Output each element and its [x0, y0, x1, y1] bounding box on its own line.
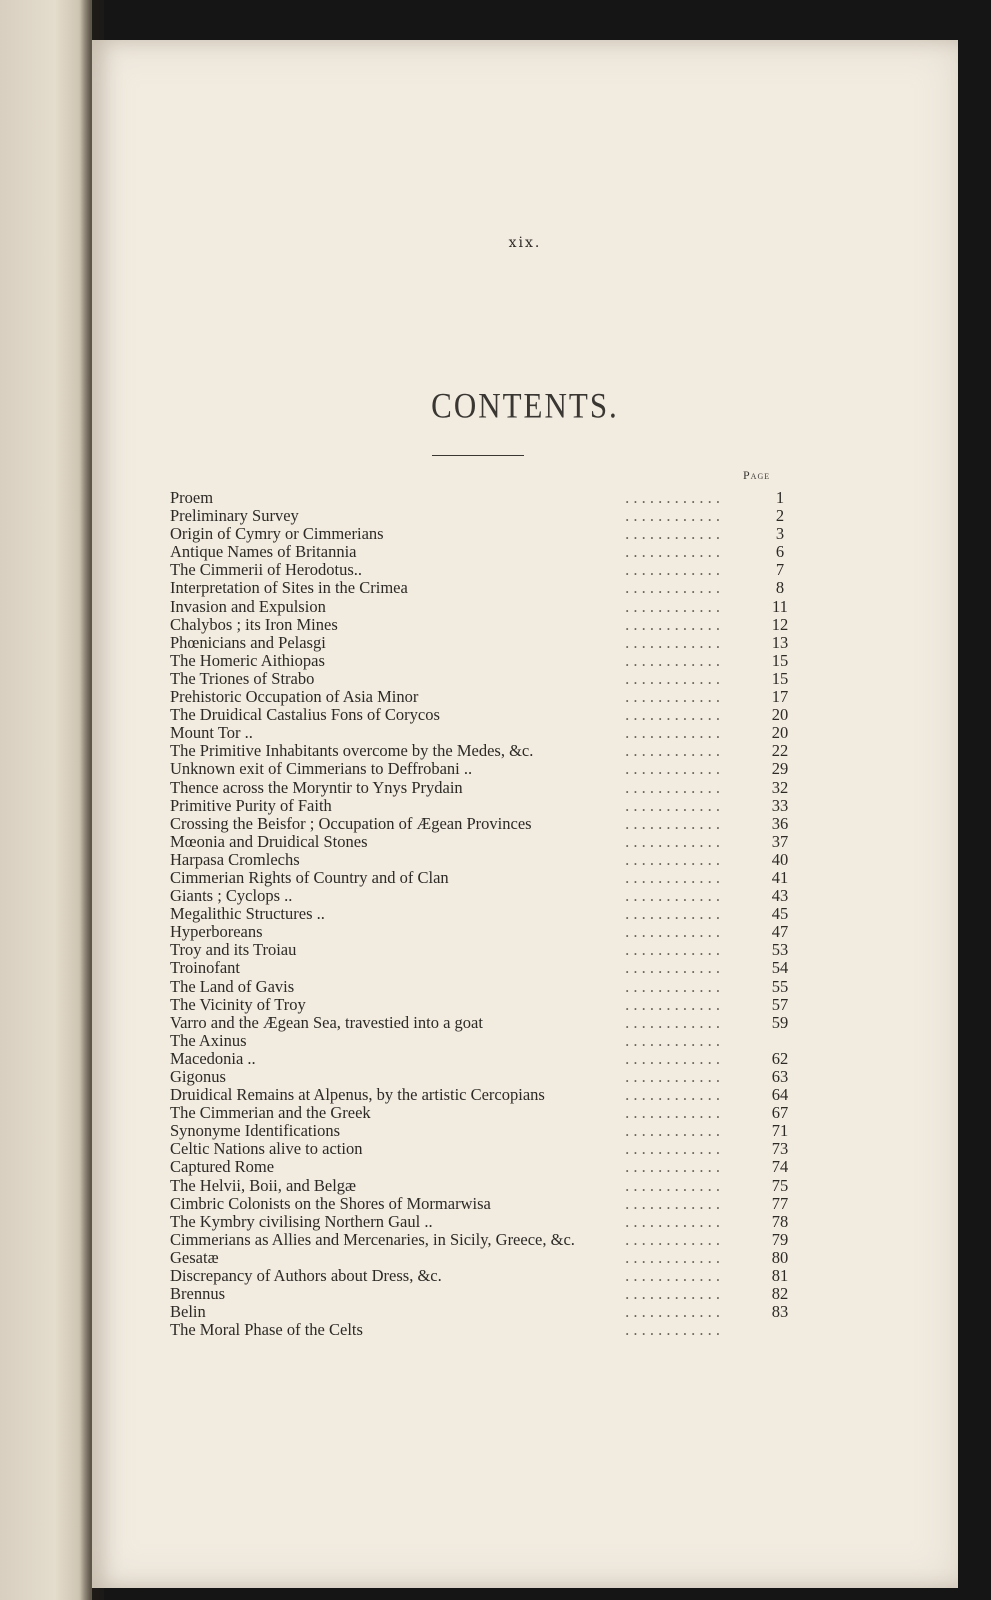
dot-leaders: . . . . . . . . . . . .	[625, 1086, 720, 1105]
toc-entry-title: Synonyme Identifications	[170, 1121, 341, 1141]
toc-entry-page: 64	[771, 1085, 789, 1105]
toc-entry-title: The Kymbry civilising Northern Gaul ..	[170, 1211, 433, 1231]
toc-entry-page: 32	[771, 777, 789, 797]
toc-entry-title: The Cimmerii of Herodotus..	[170, 560, 363, 580]
dot-leaders: . . . . . . . . . . . .	[625, 887, 720, 906]
toc-entry	[170, 923, 800, 941]
toc-entry	[170, 905, 800, 923]
dot-leaders: . . . . . . . . . . . .	[625, 1285, 720, 1304]
toc-entry-page: 79	[771, 1229, 789, 1249]
toc-entry-title: Druidical Remains at Alpenus, by the artistic Cercopians	[170, 1085, 545, 1105]
dot-leaders: . . . . . . . . . . . .	[625, 814, 720, 833]
toc-entry	[170, 1267, 800, 1285]
toc-entry	[170, 1104, 800, 1122]
dot-leaders: . . . . . . . . . . . .	[625, 561, 720, 580]
toc-entry-title: Antique Names of Britannia	[170, 542, 357, 562]
contents-page	[92, 40, 958, 1588]
toc-entry	[170, 797, 800, 815]
toc-entry	[170, 833, 800, 851]
toc-entry-page: 47	[771, 922, 789, 942]
dot-leaders: . . . . . . . . . . . .	[625, 1140, 720, 1159]
toc-entry	[170, 525, 800, 543]
dot-leaders: . . . . . . . . . . . .	[625, 1049, 720, 1068]
dot-leaders: . . . . . . . . . . . .	[625, 1230, 720, 1249]
toc-entry	[170, 706, 800, 724]
dot-leaders: . . . . . . . . . . . .	[625, 850, 720, 869]
toc-entry-title: Harpasa Cromlechs	[170, 849, 300, 869]
toc-entry-page: 53	[771, 940, 789, 960]
toc-entry-title: Macedonia ..	[170, 1048, 256, 1068]
dot-leaders: . . . . . . . . . . . .	[625, 1267, 720, 1286]
toc-entry-page: 36	[771, 813, 789, 833]
toc-entry-title: Thence across the Moryntir to Ynys Prydain	[170, 777, 463, 797]
toc-entry-page: 1	[775, 488, 785, 507]
toc-entry-page: 80	[771, 1247, 789, 1267]
dot-leaders: . . . . . . . . . . . .	[625, 868, 720, 887]
toc-entry-title: Gesatæ	[170, 1247, 219, 1267]
toc-entry-title: Celtic Nations alive to action	[170, 1139, 363, 1159]
toc-entry	[170, 579, 800, 597]
dot-leaders: . . . . . . . . . . . .	[625, 543, 720, 562]
toc-entry-page: 77	[771, 1193, 789, 1213]
toc-entry	[170, 543, 800, 561]
toc-entry	[170, 742, 800, 760]
toc-entry	[170, 1303, 800, 1321]
toc-entry-title: Troy and its Troiau	[170, 940, 297, 960]
dot-leaders: . . . . . . . . . . . .	[625, 1068, 720, 1086]
toc-entry-page: 7	[775, 560, 785, 580]
toc-entry	[170, 1140, 800, 1158]
toc-entry	[170, 670, 800, 688]
toc-entry-title: The Cimmerian and the Greek	[170, 1103, 371, 1123]
toc-entry-title: Gigonus	[170, 1067, 226, 1086]
toc-entry	[170, 489, 800, 507]
toc-entry	[170, 598, 800, 616]
dot-leaders: . . . . . . . . . . . .	[625, 796, 720, 815]
dot-leaders: . . . . . . . . . . . .	[625, 977, 720, 996]
dot-leaders: . . . . . . . . . . . .	[625, 688, 720, 707]
toc-entry-page: 3	[775, 524, 785, 544]
toc-entry	[170, 1122, 800, 1140]
toc-entry-page: 33	[771, 795, 789, 815]
page-column-label: Page	[743, 468, 771, 482]
toc-entry-page: 6	[775, 542, 785, 562]
toc-entry-page: 83	[771, 1302, 789, 1322]
toc-entry	[170, 1032, 800, 1050]
toc-entry	[170, 688, 800, 706]
toc-entry-page: 73	[771, 1139, 789, 1159]
toc-entry-page: 43	[771, 886, 789, 906]
toc-entry-page: 20	[771, 705, 789, 725]
toc-entry-title: Mœonia and Druidical Stones	[170, 831, 368, 851]
dot-leaders: . . . . . . . . . . . .	[625, 959, 720, 978]
dot-leaders: . . . . . . . . . . . .	[625, 525, 720, 544]
toc-entry-page: 41	[771, 867, 789, 887]
toc-entry-title: The Vicinity of Troy	[170, 994, 306, 1014]
toc-entry	[170, 851, 800, 869]
toc-entry	[170, 652, 800, 670]
toc-entry-page: 17	[771, 687, 789, 707]
toc-entry-page: 82	[771, 1284, 789, 1304]
toc-entry-title: Giants ; Cyclops ..	[170, 886, 293, 906]
dot-leaders: . . . . . . . . . . . .	[625, 1194, 720, 1213]
toc-entry-title: Preliminary Survey	[170, 506, 299, 526]
toc-entry-title: Discrepancy of Authors about Dress, &c.	[170, 1266, 442, 1286]
toc-entry-title: Belin	[170, 1302, 206, 1322]
dot-leaders: . . . . . . . . . . . .	[625, 706, 720, 725]
toc-entry	[170, 1068, 800, 1086]
dot-leaders: . . . . . . . . . . . .	[625, 489, 720, 507]
toc-entry	[170, 1158, 800, 1176]
toc-entry	[170, 815, 800, 833]
toc-entry-page: 71	[771, 1121, 789, 1141]
toc-entry-title: The Axinus	[170, 1030, 247, 1050]
toc-entry	[170, 1195, 800, 1213]
dot-leaders: . . . . . . . . . . . .	[625, 1104, 720, 1123]
toc-entry-title: Mount Tor ..	[170, 723, 253, 743]
toc-entry-page: 37	[771, 831, 789, 851]
dot-leaders: . . . . . . . . . . . .	[625, 923, 720, 942]
toc-entry-page: 62	[771, 1048, 789, 1068]
toc-entry	[170, 724, 800, 742]
toc-entry-title: Unknown exit of Cimmerians to Deffrobani ..	[170, 759, 473, 779]
dot-leaders: . . . . . . . . . . . .	[625, 1013, 720, 1032]
dot-leaders: . . . . . . . . . . . .	[625, 633, 720, 652]
title-rule	[432, 455, 524, 456]
toc-entry-page: 15	[771, 650, 789, 670]
toc-entry-page: 29	[771, 759, 789, 779]
toc-entry	[170, 1050, 800, 1068]
toc-entry	[170, 869, 800, 887]
toc-entry	[170, 1177, 800, 1195]
toc-entry-page: 54	[771, 958, 789, 978]
toc-entry	[170, 779, 800, 797]
toc-entry	[170, 996, 800, 1014]
toc-entry-title: The Primitive Inhabitants overcome by the Medes, &c.	[170, 741, 534, 761]
toc-entry-page: 22	[771, 741, 789, 761]
toc-entry	[170, 561, 800, 579]
toc-entry-title: Phœnicians and Pelasgi	[170, 632, 326, 652]
toc-entry-title: Cimmerian Rights of Country and of Clan	[170, 867, 449, 887]
dot-leaders: . . . . . . . . . . . .	[625, 507, 720, 526]
toc-entry-title: Chalybos ; its Iron Mines	[170, 614, 338, 634]
toc-entry-page: 55	[771, 976, 789, 996]
dot-leaders: . . . . . . . . . . . .	[625, 579, 720, 598]
dot-leaders: . . . . . . . . . . . .	[625, 995, 720, 1014]
toc-entry	[170, 978, 800, 996]
toc-entry	[170, 507, 800, 525]
dot-leaders: . . . . . . . . . . . .	[625, 1031, 720, 1050]
dot-leaders: . . . . . . . . . . . .	[625, 1176, 720, 1195]
toc-entry-page: 40	[771, 849, 789, 869]
toc-entry-title: The Triones of Strabo	[170, 668, 315, 688]
toc-entry-title: Captured Rome	[170, 1157, 275, 1177]
toc-entry-title: The Land of Gavis	[170, 976, 295, 996]
toc-entry-title: The Helvii, Boii, and Belgæ	[170, 1175, 357, 1195]
dot-leaders: . . . . . . . . . . . .	[625, 651, 720, 670]
dot-leaders: . . . . . . . . . . . .	[625, 597, 720, 616]
dot-leaders: . . . . . . . . . . . .	[625, 1321, 720, 1340]
toc-entry-page: 2	[775, 506, 785, 526]
dot-leaders: . . . . . . . . . . . .	[625, 1212, 720, 1231]
toc-entry-page: 57	[771, 994, 789, 1014]
contents-list	[170, 489, 800, 1339]
toc-entry-page: 15	[771, 668, 789, 688]
toc-entry-title: The Druidical Castalius Fons of Corycos	[170, 705, 440, 725]
toc-entry-title: Hyperboreans	[170, 922, 263, 942]
dot-leaders: . . . . . . . . . . . .	[625, 742, 720, 761]
toc-entry	[170, 959, 800, 977]
dot-leaders: . . . . . . . . . . . .	[625, 760, 720, 779]
dot-leaders: . . . . . . . . . . . .	[625, 615, 720, 634]
toc-entry-title: Origin of Cymry or Cimmerians	[170, 524, 384, 544]
toc-entry	[170, 887, 800, 905]
toc-entry	[170, 760, 800, 778]
left-page-edge	[0, 0, 92, 1600]
toc-entry	[170, 1231, 800, 1249]
dot-leaders: . . . . . . . . . . . .	[625, 1248, 720, 1267]
toc-entry-page: 78	[771, 1211, 789, 1231]
toc-entry-title: Troinofant	[170, 958, 240, 978]
toc-entry-page: 45	[771, 904, 789, 924]
toc-entry	[170, 616, 800, 634]
dot-leaders: . . . . . . . . . . . .	[625, 1158, 720, 1177]
toc-entry-title: Interpretation of Sites in the Crimea	[170, 578, 408, 598]
toc-entry-page: 81	[771, 1266, 789, 1286]
dot-leaders: . . . . . . . . . . . .	[625, 1122, 720, 1141]
toc-entry-page: 13	[771, 632, 789, 652]
page-number: xix.	[508, 235, 542, 251]
toc-entry-title: The Moral Phase of the Celts	[170, 1320, 363, 1340]
toc-entry-page: 20	[771, 723, 789, 743]
dot-leaders: . . . . . . . . . . . .	[625, 832, 720, 851]
toc-entry	[170, 1014, 800, 1032]
toc-entry-page: 75	[771, 1175, 789, 1195]
toc-entry-title: The Homeric Aithiopas	[170, 650, 325, 670]
toc-entry	[170, 634, 800, 652]
toc-entry-title: Megalithic Structures ..	[170, 904, 325, 924]
toc-entry-title: Varro and the Ægean Sea, travestied into a goat	[170, 1012, 483, 1032]
toc-entry-title: Cimbric Colonists on the Shores of Mormarwisa	[170, 1193, 491, 1213]
toc-entry-title: Proem	[170, 488, 214, 507]
toc-entry-page: 67	[771, 1103, 789, 1123]
dot-leaders: . . . . . . . . . . . .	[625, 724, 720, 743]
toc-entry	[170, 1086, 800, 1104]
dot-leaders: . . . . . . . . . . . .	[625, 778, 720, 797]
toc-entry-page: 11	[772, 596, 788, 616]
toc-entry-page: 59	[771, 1012, 789, 1032]
page-title: CONTENTS.	[431, 385, 619, 426]
dot-leaders: . . . . . . . . . . . .	[625, 1303, 720, 1322]
toc-entry-title: Prehistoric Occupation of Asia Minor	[170, 687, 419, 707]
dot-leaders: . . . . . . . . . . . .	[625, 669, 720, 688]
toc-entry-title: Invasion and Expulsion	[170, 596, 326, 616]
toc-entry-page: 74	[771, 1157, 789, 1177]
toc-entry-title: Primitive Purity of Faith	[170, 795, 332, 815]
toc-entry	[170, 941, 800, 959]
toc-entry-page: 12	[771, 614, 789, 634]
toc-entry-title: Crossing the Beisfor ; Occupation of Ægean Provinces	[170, 813, 532, 833]
toc-entry-title: Cimmerians as Allies and Mercenaries, in Sicily, Greece, &c.	[170, 1229, 575, 1249]
toc-entry	[170, 1213, 800, 1231]
toc-entry-page: 8	[775, 578, 785, 598]
toc-entry	[170, 1321, 800, 1339]
toc-entry	[170, 1249, 800, 1267]
toc-entry-page: 63	[771, 1067, 789, 1086]
toc-entry	[170, 1285, 800, 1303]
dot-leaders: . . . . . . . . . . . .	[625, 941, 720, 960]
toc-entry-title: Brennus	[170, 1284, 225, 1304]
dot-leaders: . . . . . . . . . . . .	[625, 905, 720, 924]
